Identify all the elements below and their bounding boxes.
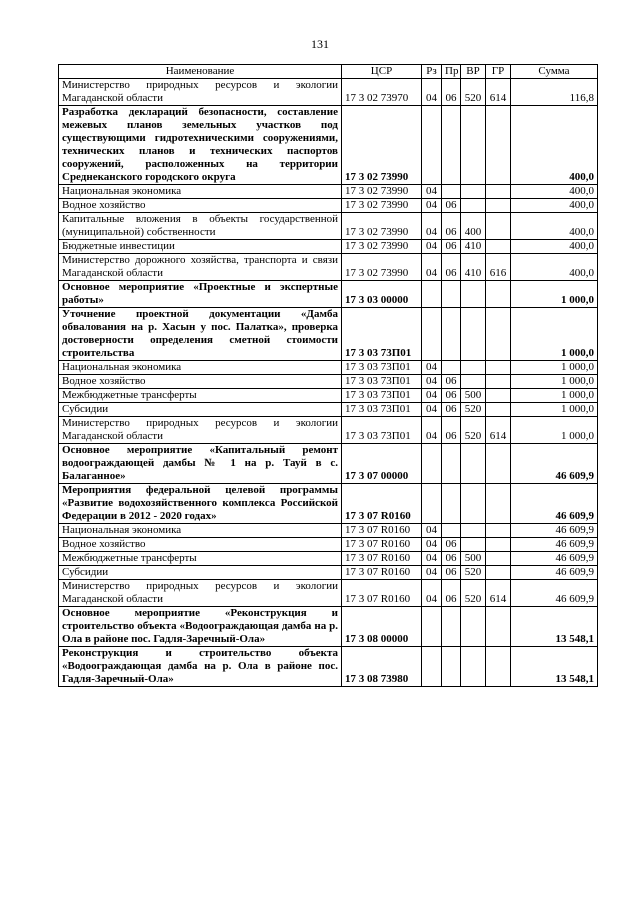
cell-pr xyxy=(442,308,461,361)
cell-csr: 17 3 08 00000 xyxy=(342,607,422,647)
cell-csr: 17 3 03 73П01 xyxy=(342,375,422,389)
cell-vr: 520 xyxy=(461,580,486,607)
cell-sum: 400,0 xyxy=(511,240,598,254)
cell-csr: 17 3 02 73990 xyxy=(342,199,422,213)
cell-csr: 17 3 03 73П01 xyxy=(342,389,422,403)
header-rz: Рз xyxy=(422,65,442,79)
cell-gr xyxy=(486,524,511,538)
cell-vr xyxy=(461,106,486,185)
cell-vr xyxy=(461,538,486,552)
cell-gr xyxy=(486,607,511,647)
cell-name: Водное хозяйство xyxy=(59,199,342,213)
table-row xyxy=(59,281,598,308)
cell-sum: 46 609,9 xyxy=(511,444,598,484)
cell-csr: 17 3 07 R0160 xyxy=(342,538,422,552)
cell-sum: 116,8 xyxy=(511,79,598,106)
table-row xyxy=(59,403,598,417)
cell-name: Национальная экономика xyxy=(59,361,342,375)
cell-pr: 06 xyxy=(442,213,461,240)
cell-rz: 04 xyxy=(422,580,442,607)
cell-sum: 46 609,9 xyxy=(511,484,598,524)
table-body xyxy=(59,79,598,687)
cell-sum: 400,0 xyxy=(511,199,598,213)
cell-pr xyxy=(442,484,461,524)
table-row xyxy=(59,375,598,389)
cell-gr xyxy=(486,444,511,484)
cell-rz: 04 xyxy=(422,417,442,444)
cell-name: Межбюджетные трансферты xyxy=(59,389,342,403)
cell-pr: 06 xyxy=(442,403,461,417)
table-row xyxy=(59,79,598,106)
cell-pr: 06 xyxy=(442,417,461,444)
cell-csr: 17 3 07 00000 xyxy=(342,444,422,484)
cell-gr: 614 xyxy=(486,580,511,607)
cell-vr xyxy=(461,607,486,647)
header-sum: Сумма xyxy=(511,65,598,79)
cell-gr xyxy=(486,213,511,240)
cell-sum: 46 609,9 xyxy=(511,524,598,538)
table-row xyxy=(59,417,598,444)
cell-gr xyxy=(486,106,511,185)
table-row xyxy=(59,538,598,552)
table-row xyxy=(59,484,598,524)
cell-gr xyxy=(486,647,511,687)
cell-name: Реконструкция и строительство объекта «Водоограждающая дамба на р. Ола в районе пос. Гадля-Заречный-Ола» xyxy=(59,647,342,687)
cell-csr: 17 3 03 73П01 xyxy=(342,403,422,417)
cell-pr xyxy=(442,607,461,647)
table-row xyxy=(59,240,598,254)
cell-vr: 400 xyxy=(461,213,486,240)
cell-gr xyxy=(486,566,511,580)
cell-rz: 04 xyxy=(422,403,442,417)
cell-rz: 04 xyxy=(422,213,442,240)
cell-pr xyxy=(442,106,461,185)
cell-vr: 520 xyxy=(461,79,486,106)
cell-rz: 04 xyxy=(422,375,442,389)
cell-gr xyxy=(486,484,511,524)
table-row xyxy=(59,580,598,607)
table-row xyxy=(59,607,598,647)
cell-pr xyxy=(442,361,461,375)
cell-rz: 04 xyxy=(422,79,442,106)
cell-csr: 17 3 02 73990 xyxy=(342,254,422,281)
cell-gr xyxy=(486,281,511,308)
cell-gr xyxy=(486,552,511,566)
table-row xyxy=(59,185,598,199)
cell-rz: 04 xyxy=(422,389,442,403)
cell-pr xyxy=(442,444,461,484)
cell-sum: 400,0 xyxy=(511,185,598,199)
table-row xyxy=(59,566,598,580)
cell-gr xyxy=(486,361,511,375)
cell-name: Капитальные вложения в объекты государственной (муниципальной) собственности xyxy=(59,213,342,240)
cell-name: Министерство природных ресурсов и экологии Магаданской области xyxy=(59,417,342,444)
cell-rz: 04 xyxy=(422,185,442,199)
table-row xyxy=(59,524,598,538)
cell-sum: 1 000,0 xyxy=(511,403,598,417)
cell-vr xyxy=(461,524,486,538)
cell-vr xyxy=(461,647,486,687)
table-row xyxy=(59,199,598,213)
cell-gr xyxy=(486,185,511,199)
table-row xyxy=(59,106,598,185)
cell-vr: 500 xyxy=(461,552,486,566)
header-vr: ВР xyxy=(461,65,486,79)
cell-pr: 06 xyxy=(442,240,461,254)
cell-csr: 17 3 03 73П01 xyxy=(342,417,422,444)
header-csr: ЦСР xyxy=(342,65,422,79)
cell-name: Основное мероприятие «Реконструкция и строительство объекта «Водоограждающая дамба на р. Ола в районе пос. Гадля-Заречный-Ола» xyxy=(59,607,342,647)
cell-name: Водное хозяйство xyxy=(59,375,342,389)
cell-rz: 04 xyxy=(422,566,442,580)
header-gr: ГР xyxy=(486,65,511,79)
cell-vr xyxy=(461,185,486,199)
cell-rz xyxy=(422,484,442,524)
cell-pr: 06 xyxy=(442,199,461,213)
cell-rz xyxy=(422,281,442,308)
page-number: 131 xyxy=(311,37,329,51)
cell-pr xyxy=(442,524,461,538)
cell-sum: 13 548,1 xyxy=(511,607,598,647)
cell-gr xyxy=(486,308,511,361)
cell-vr xyxy=(461,281,486,308)
cell-gr: 616 xyxy=(486,254,511,281)
header-row xyxy=(59,65,598,79)
cell-rz: 04 xyxy=(422,240,442,254)
cell-gr xyxy=(486,538,511,552)
cell-gr xyxy=(486,389,511,403)
cell-sum: 400,0 xyxy=(511,106,598,185)
cell-rz xyxy=(422,106,442,185)
cell-name: Мероприятия федеральной целевой программы «Развитие водохозяйственного комплекса Российской Федерации в 2012 - 2020 годах» xyxy=(59,484,342,524)
cell-vr xyxy=(461,199,486,213)
cell-sum: 46 609,9 xyxy=(511,552,598,566)
cell-name: Водное хозяйство xyxy=(59,538,342,552)
cell-vr: 410 xyxy=(461,240,486,254)
cell-pr xyxy=(442,281,461,308)
cell-gr xyxy=(486,403,511,417)
cell-rz: 04 xyxy=(422,199,442,213)
cell-name: Разработка деклараций безопасности, составление межевых планов земельных участков под существующими гидротехническими сооружениями, технических планов и технических паспортов сооружений, расположенных на территории Среднеканского городского округа xyxy=(59,106,342,185)
cell-vr xyxy=(461,444,486,484)
cell-csr: 17 3 02 73990 xyxy=(342,106,422,185)
cell-csr: 17 3 02 73990 xyxy=(342,213,422,240)
table-row xyxy=(59,308,598,361)
cell-name: Министерство природных ресурсов и экологии Магаданской области xyxy=(59,79,342,106)
table-row xyxy=(59,647,598,687)
cell-vr: 520 xyxy=(461,417,486,444)
table-row xyxy=(59,389,598,403)
cell-name: Субсидии xyxy=(59,566,342,580)
cell-sum: 400,0 xyxy=(511,254,598,281)
cell-name: Национальная экономика xyxy=(59,524,342,538)
cell-name: Бюджетные инвестиции xyxy=(59,240,342,254)
cell-rz xyxy=(422,647,442,687)
cell-pr: 06 xyxy=(442,580,461,607)
cell-sum: 13 548,1 xyxy=(511,647,598,687)
cell-gr xyxy=(486,375,511,389)
cell-csr: 17 3 02 73990 xyxy=(342,185,422,199)
cell-rz: 04 xyxy=(422,361,442,375)
cell-sum: 1 000,0 xyxy=(511,281,598,308)
cell-rz: 04 xyxy=(422,254,442,281)
cell-pr xyxy=(442,185,461,199)
cell-name: Основное мероприятие «Проектные и экспертные работы» xyxy=(59,281,342,308)
cell-gr xyxy=(486,199,511,213)
cell-csr: 17 3 03 73П01 xyxy=(342,361,422,375)
cell-sum: 46 609,9 xyxy=(511,538,598,552)
cell-csr: 17 3 07 R0160 xyxy=(342,552,422,566)
cell-gr: 614 xyxy=(486,417,511,444)
cell-vr: 410 xyxy=(461,254,486,281)
cell-vr xyxy=(461,361,486,375)
cell-name: Межбюджетные трансферты xyxy=(59,552,342,566)
table-row xyxy=(59,552,598,566)
cell-sum: 1 000,0 xyxy=(511,361,598,375)
cell-vr: 500 xyxy=(461,389,486,403)
cell-name: Основное мероприятие «Капитальный ремонт водоограждающей дамбы № 1 на р. Тауй в с. Балаганное» xyxy=(59,444,342,484)
cell-vr xyxy=(461,308,486,361)
cell-name: Уточнение проектной документации «Дамба обвалования на р. Хасын у пос. Палатка», проверка достоверности определения сметной стоимости строительства xyxy=(59,308,342,361)
cell-csr: 17 3 07 R0160 xyxy=(342,484,422,524)
cell-vr xyxy=(461,484,486,524)
cell-pr: 06 xyxy=(442,552,461,566)
cell-csr: 17 3 02 73970 xyxy=(342,79,422,106)
budget-table xyxy=(58,64,598,687)
cell-csr: 17 3 07 R0160 xyxy=(342,566,422,580)
cell-rz: 04 xyxy=(422,538,442,552)
cell-name: Министерство дорожного хозяйства, транспорта и связи Магаданской области xyxy=(59,254,342,281)
cell-pr xyxy=(442,647,461,687)
cell-pr: 06 xyxy=(442,79,461,106)
cell-sum: 1 000,0 xyxy=(511,417,598,444)
cell-rz xyxy=(422,444,442,484)
cell-csr: 17 3 02 73990 xyxy=(342,240,422,254)
table-row xyxy=(59,254,598,281)
cell-sum: 400,0 xyxy=(511,213,598,240)
cell-sum: 1 000,0 xyxy=(511,389,598,403)
cell-pr: 06 xyxy=(442,389,461,403)
cell-csr: 17 3 03 73П01 xyxy=(342,308,422,361)
cell-sum: 1 000,0 xyxy=(511,308,598,361)
cell-rz: 04 xyxy=(422,524,442,538)
cell-gr xyxy=(486,240,511,254)
table-row xyxy=(59,213,598,240)
cell-csr: 17 3 07 R0160 xyxy=(342,524,422,538)
cell-sum: 46 609,9 xyxy=(511,580,598,607)
cell-csr: 17 3 07 R0160 xyxy=(342,580,422,607)
cell-rz xyxy=(422,607,442,647)
cell-gr: 614 xyxy=(486,79,511,106)
cell-name: Министерство природных ресурсов и экологии Магаданской области xyxy=(59,580,342,607)
cell-csr: 17 3 03 00000 xyxy=(342,281,422,308)
cell-pr: 06 xyxy=(442,254,461,281)
cell-vr: 520 xyxy=(461,566,486,580)
table-row xyxy=(59,444,598,484)
header-name: Наименование xyxy=(59,65,342,79)
cell-rz xyxy=(422,308,442,361)
cell-name: Субсидии xyxy=(59,403,342,417)
cell-pr: 06 xyxy=(442,566,461,580)
cell-vr xyxy=(461,375,486,389)
cell-pr: 06 xyxy=(442,538,461,552)
cell-name: Национальная экономика xyxy=(59,185,342,199)
cell-pr: 06 xyxy=(442,375,461,389)
cell-csr: 17 3 08 73980 xyxy=(342,647,422,687)
cell-rz: 04 xyxy=(422,552,442,566)
cell-vr: 520 xyxy=(461,403,486,417)
table-row xyxy=(59,361,598,375)
cell-sum: 1 000,0 xyxy=(511,375,598,389)
cell-sum: 46 609,9 xyxy=(511,566,598,580)
header-pr: Пр xyxy=(442,65,461,79)
